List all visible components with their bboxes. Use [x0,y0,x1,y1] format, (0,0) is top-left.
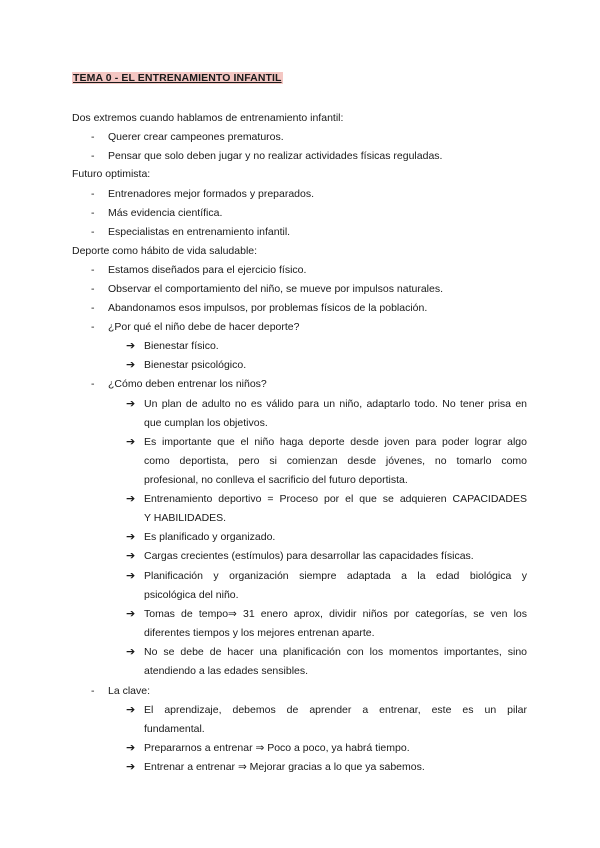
dash-bullet: - [91,207,95,219]
sub-list-item: El aprendizaje, debemos de aprender a entrenar, este es un pilar [144,704,527,716]
arrow-bullet-icon: ➔ [126,493,136,505]
sub-list-item-cont: fundamental. [144,723,205,735]
dash-bullet: - [91,321,95,333]
sub-list-item: Entrenar a entrenar ⇒ Mejorar gracias a lo que ya sabemos. [144,761,425,773]
sub-list-item: Un plan de adulto no es válido para un niño, adaptarlo todo. No tener prisa en [144,398,527,410]
dash-bullet: - [91,685,95,697]
arrow-bullet-icon: ➔ [126,398,136,410]
sub-list-item: Entrenamiento deportivo = Proceso por el que se adquieren CAPACIDADES [144,493,527,505]
list-item: Observar el comportamiento del niño, se mueve por impulsos naturales. [108,283,443,295]
dash-bullet: - [91,226,95,238]
sub-list-item: Es planificado y organizado. [144,531,276,543]
sub-list-item: Cargas crecientes (estímulos) para desarrollar las capacidades físicas. [144,550,474,562]
sub-list-item-cont: diferentes tiempos y los mejores entrenan aparte. [144,627,375,639]
section-heading: Dos extremos cuando hablamos de entrenamiento infantil: [72,112,344,124]
arrow-bullet-icon: ➔ [126,340,136,352]
sub-list-item-cont: profesional, no conlleva el sacrificio del futuro deportista. [144,474,408,486]
sub-list-item: Planificación y organización siempre adaptada a la edad biológica y [144,570,527,582]
arrow-bullet-icon: ➔ [126,359,136,371]
list-item: Especialistas en entrenamiento infantil. [108,226,291,238]
arrow-bullet-icon: ➔ [126,531,136,543]
dash-bullet: - [91,264,95,276]
arrow-bullet-icon: ➔ [126,436,136,448]
list-item: Querer crear campeones prematuros. [108,131,284,143]
list-item: La clave: [108,685,151,697]
list-item: Abandonamos esos impulsos, por problemas físicos de la población. [108,302,428,314]
list-item: Más evidencia científica. [108,207,223,219]
arrow-bullet-icon: ➔ [126,608,136,620]
arrow-bullet-icon: ➔ [126,761,136,773]
sub-list-item: Es importante que el niño haga deporte desde joven para poder lograr algo [144,436,527,448]
list-item: Estamos diseñados para el ejercicio físico. [108,264,307,276]
arrow-bullet-icon: ➔ [126,646,136,658]
sub-list-item-cont: que cumplan los objetivos. [144,417,268,429]
arrow-bullet-icon: ➔ [126,742,136,754]
sub-list-item-cont: psicológica del niño. [144,589,239,601]
sub-list-item-cont: como deportista, pero si comienzan desde jóvenes, no tomarlo como [144,455,527,467]
dash-bullet: - [91,150,95,162]
dash-bullet: - [91,302,95,314]
sub-list-item: No se debe de hacer una planificación con los momentos importantes, sino [144,646,527,658]
list-item: ¿Cómo deben entrenar los niños? [108,378,267,390]
section-heading: Futuro optimista: [72,168,151,180]
page-title: TEMA 0 - EL ENTRENAMIENTO INFANTIL [73,72,282,84]
sub-list-item-cont: Y HABILIDADES. [144,512,227,524]
dash-bullet: - [91,283,95,295]
sub-list-item-cont: atendiendo a las edades sensibles. [144,665,309,677]
section-heading: Deporte como hábito de vida saludable: [72,245,258,257]
sub-list-item: Prepararnos a entrenar ⇒ Poco a poco, ya habrá tiempo. [144,742,410,754]
list-item: Pensar que solo deben jugar y no realizar actividades físicas reguladas. [108,150,443,162]
list-item: ¿Por qué el niño debe de hacer deporte? [108,321,300,333]
arrow-bullet-icon: ➔ [126,570,136,582]
sub-list-item: Bienestar psicológico. [144,359,247,371]
dash-bullet: - [91,131,95,143]
arrow-bullet-icon: ➔ [126,704,136,716]
dash-bullet: - [91,378,95,390]
sub-list-item: Bienestar físico. [144,340,219,352]
sub-list-item: Tomas de tempo⇒ 31 enero aprox, dividir niños por categorías, se ven los [144,608,527,620]
list-item: Entrenadores mejor formados y preparados. [108,188,315,200]
arrow-bullet-icon: ➔ [126,550,136,562]
dash-bullet: - [91,188,95,200]
